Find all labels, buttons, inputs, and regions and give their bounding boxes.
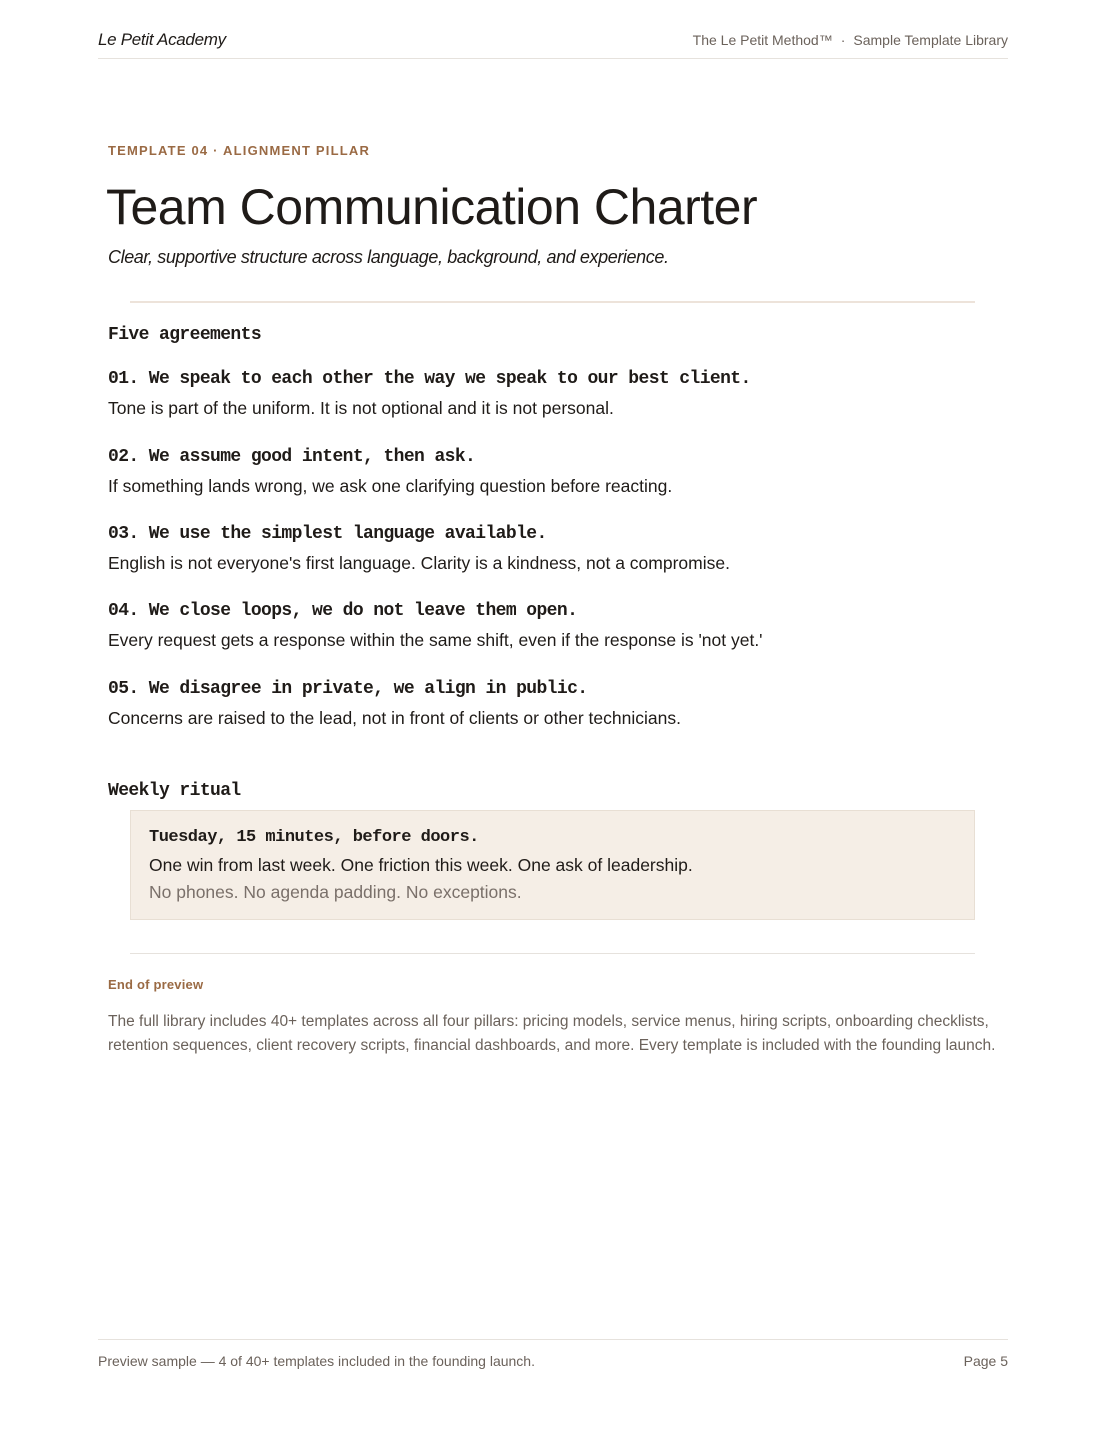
divider [130,953,975,954]
template-eyebrow: TEMPLATE 04 · ALIGNMENT PILLAR [108,143,371,158]
method-label: The Le Petit Method™ [692,32,833,48]
header-meta [693,32,1008,48]
end-of-preview-label: End of preview [108,977,204,992]
footer-note: Preview sample — 4 of 40+ templates included in the founding launch. [98,1353,535,1369]
page-title: Team Communication Charter [106,179,758,235]
agreement-title: 01. We speak to each other the way we speak to our best client. [108,369,751,389]
ritual-title: Tuesday, 15 minutes, before doors. [149,828,479,847]
agreement-item [108,679,998,729]
page-footer [98,1339,1008,1380]
end-of-preview-body: The full library includes 40+ templates across all four pillars: pricing models, service menus, hiring scripts, onboarding checklists, retention sequences, client recovery scripts, financial dashboards, and more. Every template is included with the founding launch. [108,1013,996,1054]
agreement-body: Every request gets a response within the same shift, even if the response is 'not yet.' [108,630,763,650]
agreement-body: Tone is part of the uniform. It is not optional and it is not personal. [108,398,614,418]
ritual-line: One win from last week. One friction this week. One ask of leadership. [149,855,693,875]
ritual-callout [130,810,975,920]
agreement-title: 05. We disagree in private, we align in public. [108,679,588,699]
brand-name: Le Petit Academy [98,30,226,49]
agreement-item [108,524,998,574]
divider [130,301,975,303]
ritual-note: No phones. No agenda padding. No exceptions. [149,882,522,902]
ritual-heading: Weekly ritual [108,781,241,801]
agreement-body: If something lands wrong, we ask one clarifying question before reacting. [108,476,673,496]
page-subtitle: Clear, supportive structure across language, background, and experience. [108,247,669,267]
agreement-body: English is not everyone's first language. Clarity is a kindness, not a compromise. [108,553,730,573]
agreement-body: Concerns are raised to the lead, not in front of clients or other technicians. [108,708,681,728]
agreement-title: 03. We use the simplest language available. [108,524,547,544]
library-label: Sample Template Library [853,32,1008,48]
agreement-item [108,369,998,419]
page-number: Page 5 [963,1353,1008,1369]
agreement-title: 02. We assume good intent, then ask. [108,447,476,467]
agreement-item [108,601,998,651]
agreement-item [108,447,998,497]
header-separator: · [840,32,846,48]
agreements-heading: Five agreements [108,325,262,345]
page-header [98,28,1008,59]
agreement-title: 04. We close loops, we do not leave them open. [108,601,578,621]
